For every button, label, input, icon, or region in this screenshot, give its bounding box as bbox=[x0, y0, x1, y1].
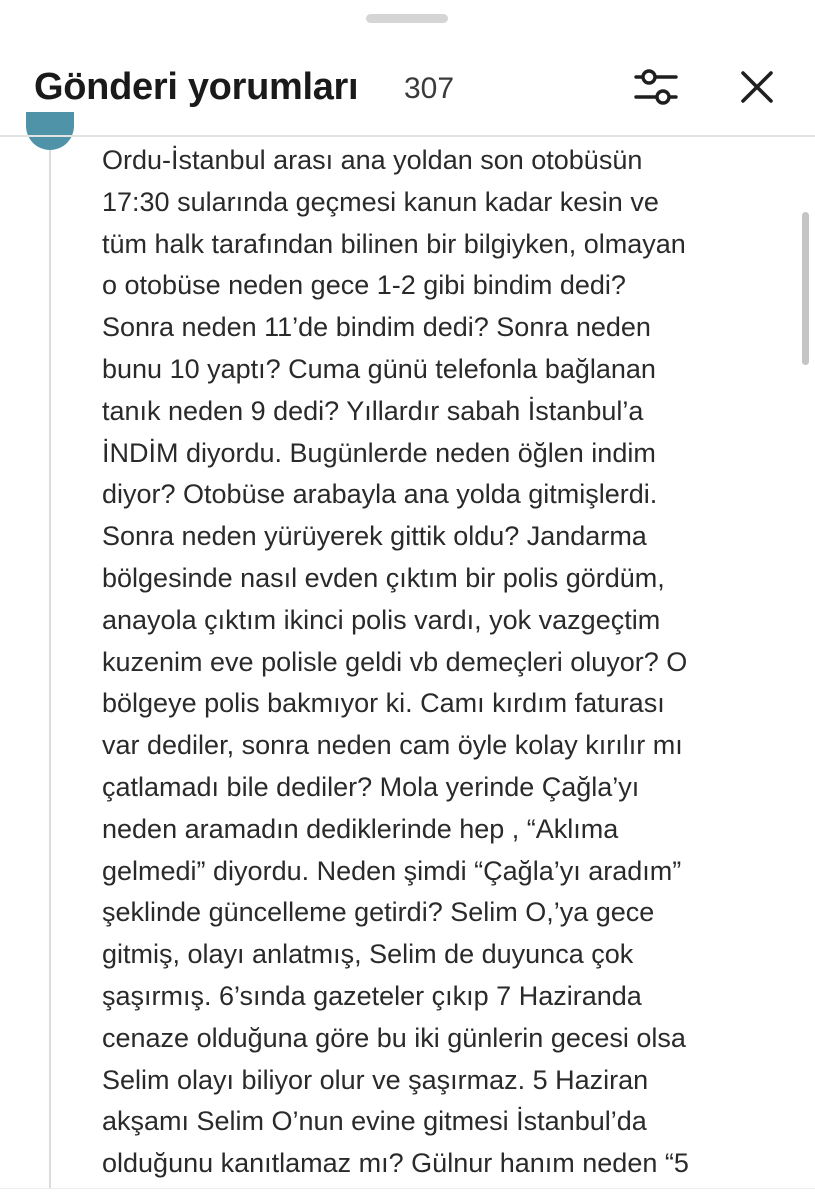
bottom-edge bbox=[0, 1188, 815, 1200]
comment-line: akşamı Selim O’nun evine gitmesi İstanbul’da bbox=[102, 1106, 647, 1137]
comment-line: cenaze olduğuna göre bu iki günlerin gecesi olsa bbox=[102, 1022, 686, 1053]
comment-line: o otobüse neden gece 1-2 gibi bindim dedi? bbox=[102, 270, 626, 301]
header-divider bbox=[0, 135, 815, 137]
filter-button[interactable] bbox=[630, 64, 682, 110]
comment-line: olduğunu kanıtlamaz mı? Gülnur hanım neden “5 bbox=[102, 1148, 689, 1179]
comment-line: Selim olayı biliyor olur ve şaşırmaz. 5 Haziran bbox=[102, 1064, 649, 1095]
comment-count: 307 bbox=[404, 72, 455, 105]
comment-line: neden aramadın dediklerinde hep , “Aklıma bbox=[102, 813, 619, 844]
close-button[interactable] bbox=[734, 64, 780, 110]
comment-text bbox=[102, 140, 770, 1185]
comment-line: bölgeye polis bakmıyor ki. Camı kırdım faturası bbox=[102, 688, 665, 719]
sliders-filter-icon bbox=[630, 64, 682, 110]
close-icon bbox=[734, 64, 780, 110]
comment-line: tüm halk tarafından bilinen bir bilgiyken, olmayan bbox=[102, 228, 686, 259]
sheet-title: Gönderi yorumları bbox=[34, 66, 359, 108]
comment-line: gitmiş, olayı anlatmış, Selim de duyunca çok bbox=[102, 939, 634, 970]
comment-line: diyor? Otobüse arabayla ana yolda gitmişlerdi. bbox=[102, 479, 658, 510]
comment-line: şeklinde güncelleme getirdi? Selim O,’ya gece bbox=[102, 897, 655, 928]
comment-line: çatlamadı bile dediler? Mola yerinde Çağla’yı bbox=[102, 771, 640, 802]
comment-line: Sonra neden yürüyerek gittik oldu? Jandarma bbox=[102, 521, 647, 552]
comment-line: kuzenim eve polisle geldi vb demeçleri oluyor? O bbox=[102, 646, 688, 677]
comment-line: şaşırmış. 6’sında gazeteler çıkıp 7 Haziranda bbox=[102, 980, 642, 1011]
comment-line: Sonra neden 11’de bindim dedi? Sonra neden bbox=[102, 312, 651, 343]
comment-line: 17:30 sularında geçmesi kanun kadar kesin ve bbox=[102, 186, 659, 217]
comment-line: var dediler, sonra neden cam öyle kolay kırılır mı bbox=[102, 730, 683, 761]
comment-line: İNDİM diyordu. Bugünlerde neden öğlen indim bbox=[102, 437, 656, 468]
sheet-header bbox=[0, 50, 815, 134]
comment-line: Ordu-İstanbul arası ana yoldan son otobüsün bbox=[102, 145, 643, 175]
comment-line: gelmedi” diyordu. Neden şimdi “Çağla’yı aradım” bbox=[102, 855, 682, 886]
thread-line bbox=[49, 150, 51, 1200]
comment-line: bunu 10 yaptı? Cuma günü telefonla bağlanan bbox=[102, 353, 656, 384]
scrollbar-thumb[interactable] bbox=[802, 212, 809, 365]
comment-line: tanık neden 9 dedi? Yıllardır sabah İstanbul’a bbox=[102, 395, 644, 426]
commenter-avatar[interactable] bbox=[26, 112, 74, 150]
drag-handle[interactable] bbox=[366, 14, 448, 23]
comment-line: bölgesinde nasıl evden çıktım bir polis gördüm, bbox=[102, 562, 665, 593]
comment-line: anayola çıktım ikinci polis vardı, yok vazgeçtim bbox=[102, 604, 661, 635]
